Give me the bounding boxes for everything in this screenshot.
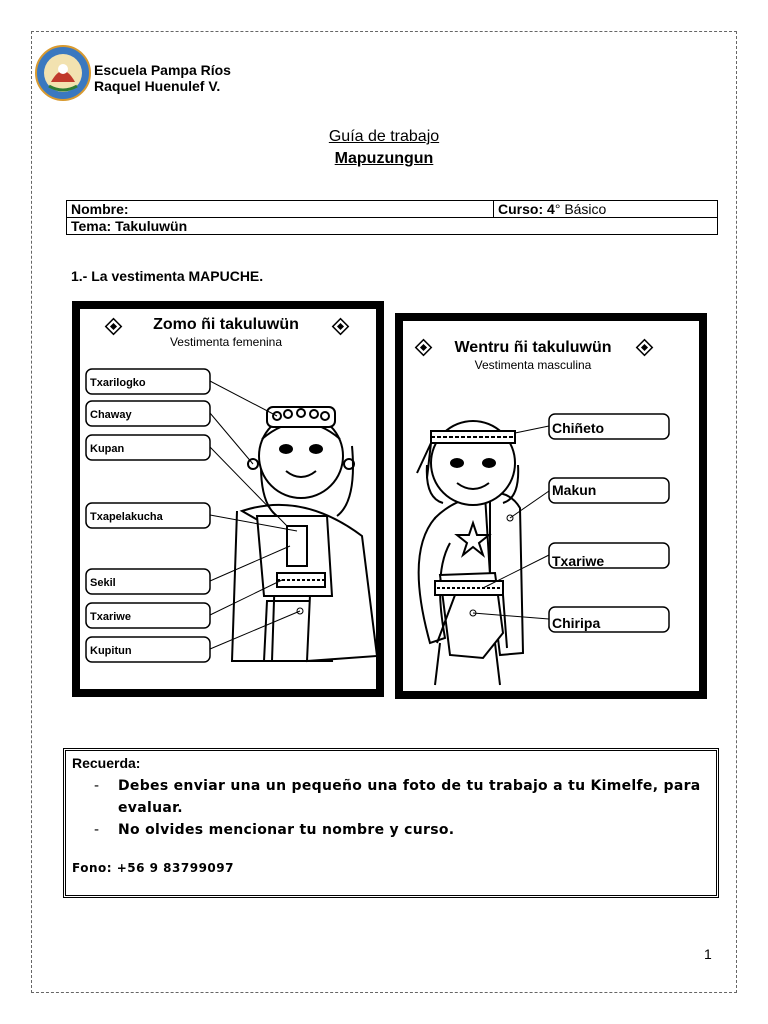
reminder-item [94,775,704,819]
reminder-item-text: No olvides mencionar tu nombre y curso. [118,822,455,838]
female-label-txariwe: Txariwe [90,611,131,623]
female-label-sekil: Sekil [90,577,116,589]
nombre-label: Nombre: [71,201,129,217]
female-label-txarilogko: Txarilogko [90,377,146,389]
curso-level: Básico [564,201,607,217]
subject-title: Mapuzungun [334,150,434,167]
guide-title: Guía de trabajo [328,128,440,145]
male-label-chineto: Chiñeto [552,420,605,436]
female-label-kupan: Kupan [90,443,125,455]
teacher-name: Raquel Huenulef V. [94,78,221,94]
female-clothing-panel [72,301,384,697]
female-label-boxes [86,369,210,662]
curso-grade: 4 [547,201,555,217]
school-crest-icon [35,42,91,104]
male-panel-subtitle: Vestimenta masculina [474,358,592,372]
reminder-list [94,775,704,841]
curso-degree: ° [554,201,561,217]
phone-number: Fono: +56 9 83799097 [72,861,234,875]
reminder-item [94,819,704,841]
reminder-item-text: Debes enviar una un pequeño una foto de tu trabajo a tu Kimelfe, para evaluar. [118,778,701,816]
school-name: Escuela Pampa Ríos [94,62,231,78]
bullet-dash: - [94,778,100,794]
reminder-title: Recuerda: [72,755,141,771]
tema-label: Tema: Takuluwün [71,218,188,234]
male-label-txariwe: Txariwe [552,553,605,569]
section-title: 1.- La vestimenta MAPUCHE. [71,268,264,284]
curso-label: Curso: [498,201,544,217]
page-number: 1 [704,946,712,962]
male-clothing-panel [395,313,707,699]
male-label-chiripa: Chiripa [552,615,601,631]
student-info-table [66,200,718,235]
school-header [94,62,231,94]
reminder-box [63,748,719,898]
female-label-txapelakucha: Txapelakucha [90,511,163,523]
male-label-makun: Makun [552,482,597,498]
female-panel-subtitle: Vestimenta femenina [169,335,283,349]
male-panel-title: Wentru ñi takuluwün [454,339,612,356]
bullet-dash: - [94,822,100,838]
female-panel-title: Zomo ñi takuluwün [153,316,299,333]
female-label-chaway: Chaway [90,409,132,421]
female-label-kupitun: Kupitun [90,645,132,657]
